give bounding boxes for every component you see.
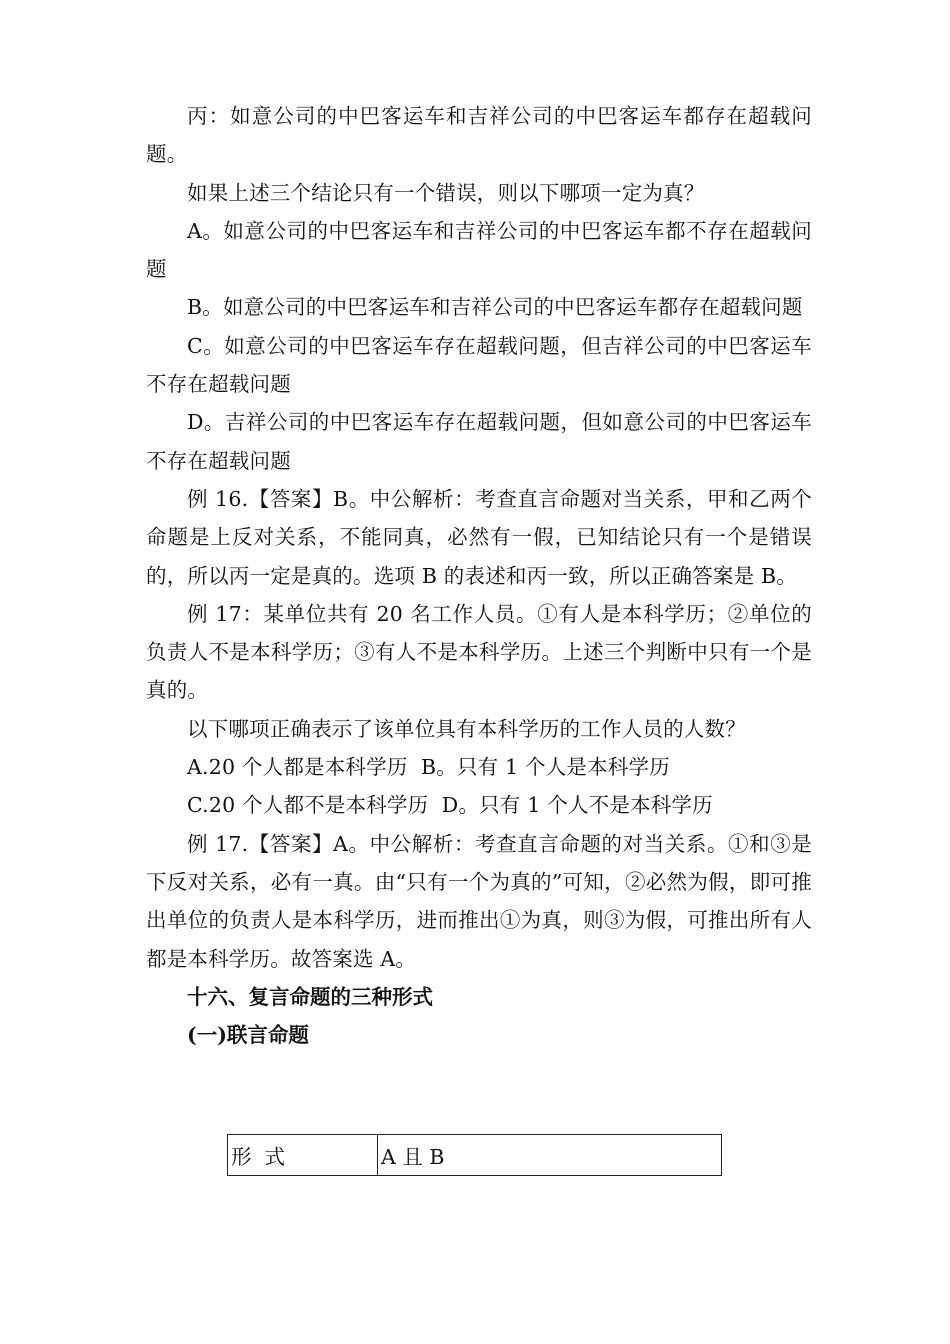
table-cell-label: 形 式 xyxy=(228,1135,378,1176)
paragraph-question: 如果上述三个结论只有一个错误，则以下哪项一定为真？ xyxy=(187,180,705,205)
paragraph-options-17-ab: A.20 个人都是本科学历 B。只有 1 个人是本科学历 xyxy=(187,755,670,780)
paragraph-option-b: B。如意公司的中巴客运车和吉祥公司的中巴客运车都存在超载问题 xyxy=(187,295,803,320)
paragraph-option-c: C。如意公司的中巴客运车存在超载问题，但吉祥公司的中巴客运车不存在超载问题 xyxy=(146,333,812,397)
document-body xyxy=(146,97,812,1054)
paragraph-bing-conclusion: 丙：如意公司的中巴客运车和吉祥公司的中巴客运车都存在超载问题。 xyxy=(146,104,812,167)
paragraph-option-a: A。如意公司的中巴客运车和吉祥公司的中巴客运车都不存在超载问题 xyxy=(146,218,812,282)
paragraph-option-d: D。吉祥公司的中巴客运车存在超载问题，但如意公司的中巴客运车不存在超载问题 xyxy=(146,410,812,473)
table-cell-value: A 且 B xyxy=(378,1135,722,1176)
paragraph-example-17: 例 17：某单位共有 20 名工作人员。①有人是本科学历；②单位的负责人不是本科学历；③有人不是本科学历。上述三个判断中只有一个是真的。 xyxy=(146,601,812,703)
subsection-heading: (一)联言命题 xyxy=(187,1023,309,1048)
paragraph-options-17-cd: C.20 个人都不是本科学历 D。只有 1 个人不是本科学历 xyxy=(187,793,713,818)
section-heading: 十六、复言命题的三种形式 xyxy=(187,984,433,1009)
paragraph-answer-16: 例 16.【答案】B。中公解析：考查直言命题对当关系，甲和乙两个命题是上反对关系，不能同真，必然有一假，已知结论只有一个是错误的，所以丙一定是真的。选项 B 的表述和丙一致，所以正确答案是 B。 xyxy=(146,486,812,588)
form-table xyxy=(227,1134,722,1176)
table-row xyxy=(228,1135,722,1176)
paragraph-answer-17: 例 17.【答案】A。中公解析：考查直言命题的对当关系。①和③是下反对关系，必有一真。由“只有一个为真的”可知，②必然为假，即可推出单位的负责人是本科学历，进而推出①为真，则③为假，可推出所有人都是本科学历。故答案选 A。 xyxy=(146,831,812,971)
paragraph-question-17: 以下哪项正确表示了该单位具有本科学历的工作人员的人数？ xyxy=(187,716,746,741)
